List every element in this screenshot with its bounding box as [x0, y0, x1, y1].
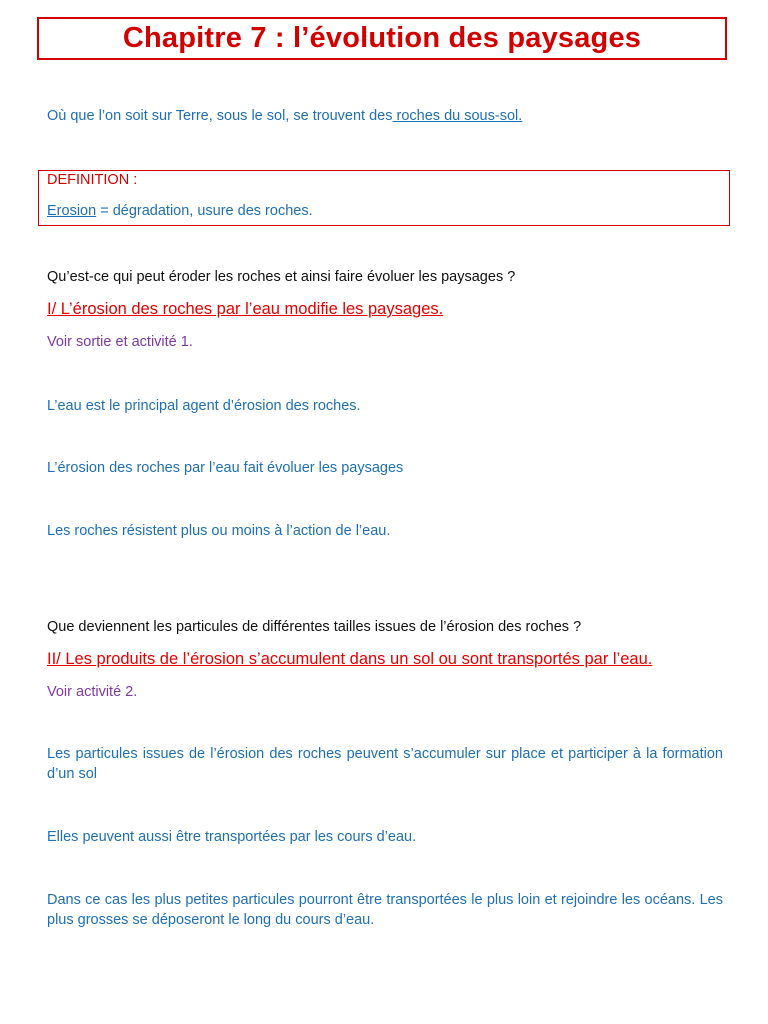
intro-line [47, 107, 522, 125]
definition-box [38, 170, 730, 226]
section1-point: L’érosion des roches par l’eau fait évoluer les paysages [47, 460, 404, 476]
section1-point: L’eau est le principal agent d’érosion des roches. [47, 398, 361, 414]
intro-link: roches du sous-sol. [392, 108, 523, 124]
section2-point: Les particules issues de l’érosion des roches peuvent s’accumuler sur place et participer à la formation d’un sol [47, 746, 723, 782]
title-box [37, 17, 727, 60]
section2-question: Que deviennent les particules de différentes tailles issues de l’érosion des roches ? [47, 619, 582, 635]
definition-line [47, 203, 313, 219]
section2-heading: II/ Les produits de l’érosion s’accumulent dans un sol ou sont transportés par l’eau. [47, 650, 653, 668]
intro-text: Où que l’on soit sur Terre, sous le sol, se trouvent des [47, 108, 393, 124]
section2-point: Elles peuvent aussi être transportées par les cours d’eau. [47, 829, 417, 845]
section1-heading: I/ L’érosion des roches par l’eau modifie les paysages. [47, 300, 444, 318]
section1-activity: Voir sortie et activité 1. [47, 334, 193, 350]
section1-question: Qu’est-ce qui peut éroder les roches et ainsi faire évoluer les paysages ? [47, 269, 516, 285]
section2-activity: Voir activité 2. [47, 684, 138, 700]
definition-label: DEFINITION : [47, 172, 138, 188]
section2-point: Dans ce cas les plus petites particules pourront être transportées le plus loin et rejoindre les océans. Les plus grosses se déposeront le long du cours d’eau. [47, 892, 723, 928]
section1-point: Les roches résistent plus ou moins à l’action de l’eau. [47, 523, 391, 539]
definition-term: Erosion [47, 203, 97, 219]
definition-text: = dégradation, usure des roches. [96, 203, 313, 219]
page-title: Chapitre 7 : l’évolution des paysages [122, 22, 642, 54]
